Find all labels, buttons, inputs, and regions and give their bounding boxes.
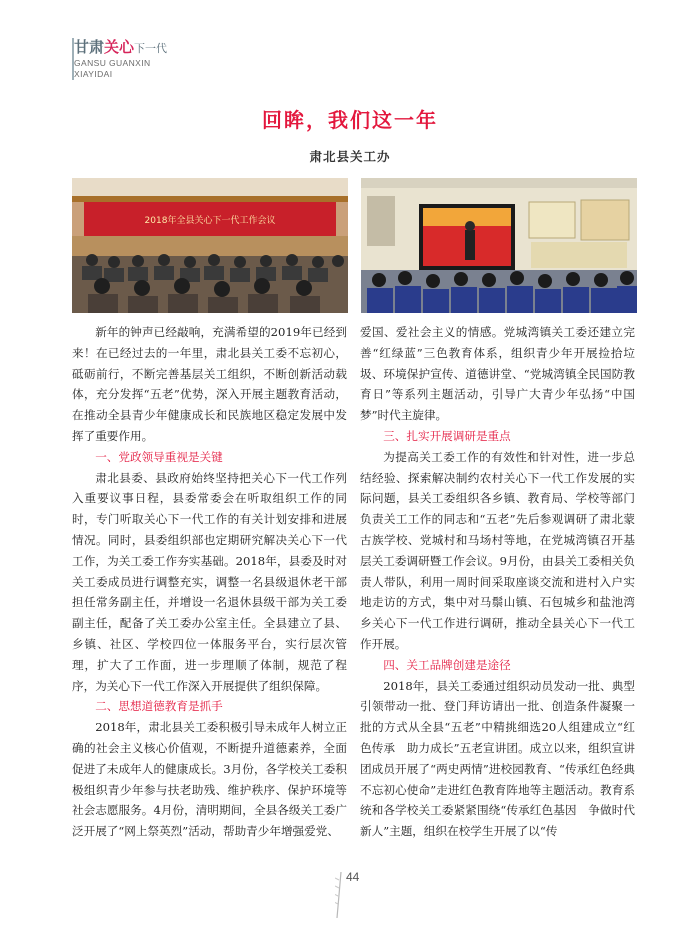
lecture-photo-illustration: [361, 178, 637, 313]
section-heading-1: 一、党政领导重视是关键: [95, 449, 223, 464]
logo-title: [74, 36, 167, 57]
section-heading-3: 三、扎实开展调研是重点: [383, 428, 511, 443]
logo-part1: 甘肃: [74, 38, 105, 56]
paragraph-section-4: 2018年，县关工委通过组织动员发动一批、典型引领带动一批、登门拜访请出一批、创造条件凝聚一批的方式从全县“五老”中精挑细选20人组建成立“红色传承 助力成长”五老宣讲团。成立以来，组织宣讲团成员开展了“两史两情”进校园教育、“传承红色经典 不忘初心使命”走进红色教育阵地等主题活动。教育系统和各学校关工委紧紧围绕“传承红色基因 争做时代新人”主题，组织在校学生开展了以“传: [360, 678, 647, 839]
article-author: 肃北县关工办: [309, 149, 391, 164]
paragraph-intro: 新年的钟声已经敲响，充满希望的2019年已经到来！在已经过去的一年里，肃北县关工委不忘初心，砥砺前行，不断完善基层关工组织，不断创新活动载体，充分发挥“五老”优势，深入开展主题教育活动，在推动全县青少年健康成长和民族地区稳定发展中发挥了重要作用。: [72, 325, 347, 443]
paragraph-section-1: 肃北县委、县政府始终坚持把关心下一代工作列入重要议事日程，县委常委会在听取组织工作的同时，专门听取关心下一代工作的有关计划安排和进展情况。同时，县委组织部也定期研究解决关心下一代工作，为关工委工作夯实基础。2018年，县委及时对关工委成员进行调整充实，调整一名县级退休老干部担任常务副主任，并增设一名退休县级干部为关工委副主任，配备了关工委办公室主任。全县建立了县、乡镇、社区、学校四位一体服务平台，实行层次管理，扩大了工作面，进一步理顺了体制，规范了程序，为关心下一代工作深入开展提供了组织保障。: [72, 470, 347, 693]
paragraph-section-3: 为提高关工委工作的有效性和针对性，进一步总结经验、探索解决制约农村关心下一代工作发展的实际问题，县关工委组织各乡镇、教育局、学校等部门负责关工工作的同志和“五老”先后参观调研了肃北蒙古族学校、党城村和马场村等地，在党城湾镇召开基层关工委调研暨工作会议。9月份，由县关工委相关负责人带队，利用一周时间采取座谈交流和进村入户实地走访的方式，集中对马鬃山镇、石包城乡和盐池湾乡关心下一代工作进行调研，推动全县关心下一代工作开展。: [360, 449, 635, 651]
page-number: 44: [346, 870, 360, 884]
paragraph-section-2: 2018年，肃北县关工委积极引导未成年人树立正确的社会主义核心价值观，不断提升道德素养，全面促进了未成年人的健康成长。3月份，各学校关工委积极组织青少年参与扶老助残、维护秩序、保护环境等社会志愿服务。4月份，清明期间，全县各级关工委广泛开展了“网上祭英烈”活动，帮助青少年增强爱党、: [72, 720, 347, 839]
logo-english-line1: GANSU GUANXIN: [74, 58, 151, 68]
logo-part2: 关心: [104, 38, 135, 56]
section-heading-2: 二、思想道德教育是抓手: [95, 699, 223, 714]
meeting-photo: [72, 178, 348, 313]
article-column-right: [360, 322, 647, 842]
logo-part3: 下一代: [134, 42, 168, 55]
section-heading-4: 四、关工品牌创建是途径: [383, 657, 511, 672]
meeting-banner-text: 2018年全县关心下一代工作会议: [144, 216, 276, 226]
lecture-photo: [361, 178, 637, 313]
logo-english-line2: XIAYIDAI: [74, 69, 113, 79]
article-column-left: [72, 322, 347, 842]
article-title: 回眸，我们这一年: [262, 108, 438, 132]
meeting-photo-illustration: [72, 178, 348, 313]
magazine-logo: [74, 36, 214, 96]
paragraph-section-2-continued: 爱国、爱社会主义的情感。党城湾镇关工委还建立完善“红绿蓝”三色教育体系，组织青少年开展捡拾垃圾、环境保护宣传、道德讲堂、“党城湾镇全民国防教育日”等系列主题活动，引导广大青少年弘扬“中国梦”时代主旋律。: [360, 325, 635, 423]
